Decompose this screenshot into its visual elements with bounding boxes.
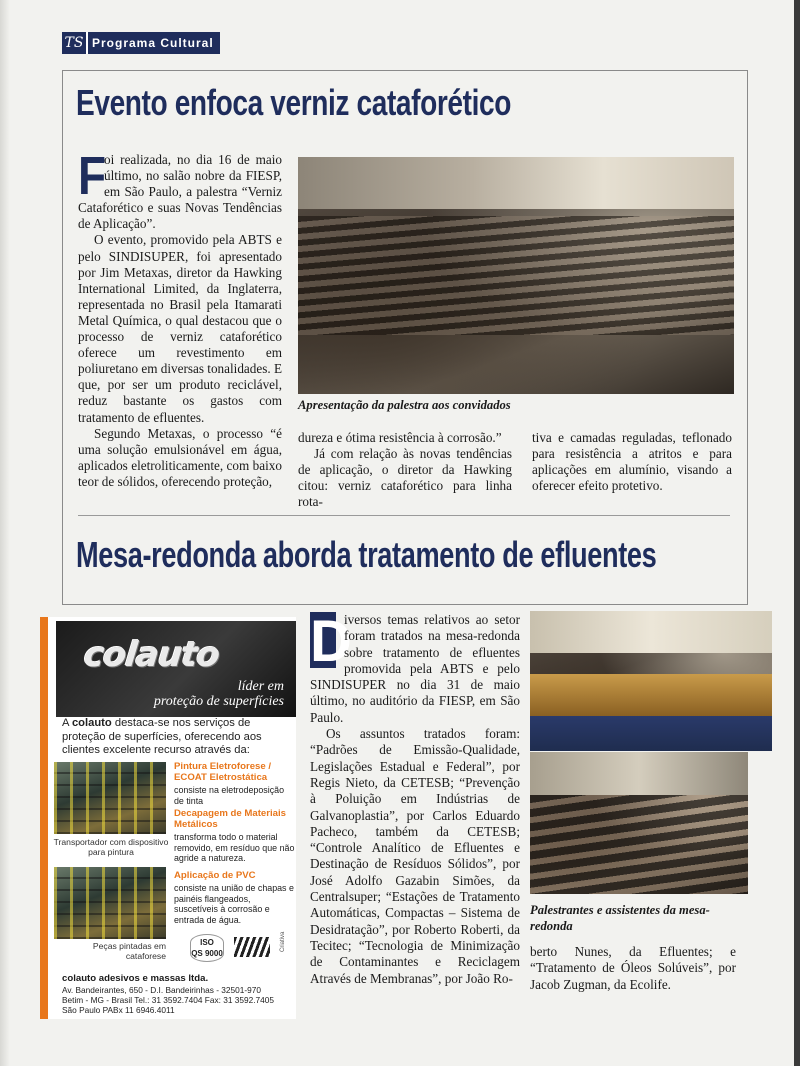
ad-service-desc: consiste na eletrodeposição de tinta: [174, 785, 285, 806]
ad-service: [174, 870, 296, 925]
article2-dropcap: D: [310, 609, 352, 674]
ad-intro-brand: colauto: [71, 717, 112, 729]
colauto-advertisement: [40, 617, 296, 1019]
ad-tagline-line: proteção de superfícies: [153, 694, 284, 709]
article1-column-2: [298, 430, 512, 510]
article1-paragraph: O evento, promovido pela ABTS e pelo SINDISUPER, foi apresentado por Jim Metaxas, diretor da Hawking International Limited, da Inglaterra, representada no Brasil pela Itamarati Metal Química, o qual destacou que o processo de verniz cataforético oferece um revestimento em poliuretano em diversas tonalidades. E que, por ser um produto reciclável, reduz bastante os gastos com tratamento de efluentes.: [78, 232, 282, 425]
ad-service-title: Decapagem de Materiais Metálicos: [174, 808, 286, 830]
agency-credit: Criativa: [280, 931, 286, 952]
iso-certification-badge: [190, 934, 224, 962]
section-divider: [78, 515, 730, 516]
article2-paragraph: berto Nunes, da Efluentes; e “Tratamento de Óleos Solúveis”, por Jacob Zugman, da Ecolife.: [530, 944, 736, 992]
article1-dropcap: F: [78, 146, 107, 206]
photo-backdrop: [298, 157, 734, 209]
audience-photo: [530, 752, 748, 894]
photo-floor: [530, 716, 772, 751]
ad-image-caption: Peças pintadas em cataforese: [92, 941, 166, 961]
ad-intro: [62, 717, 294, 758]
article1-paragraph: Segundo Metaxas, o processo “é uma solução emulsionável em água, aplicados eletroliticamente, com baixo teor de sólidos, oferecendo proteção,: [78, 425, 282, 489]
ad-address: [62, 985, 294, 1015]
iso-number: QS 9000: [191, 949, 223, 958]
article2-paragraph: Os assuntos tratados foram: “Padrões de Emissão-Qualidade, Legislações Estadual e Federal”, por Regis Nieto, da CETESB; “Prevenção à Poluição em Indústrias de Galvanoplastia”, por Carlos Eduardo Pacheco, também da CETESB; “Controle Analítico de Efluentes e Destinação de Resíduos Sólidos”, por José Adolfo Gazabin Simões, da Centralsuper; “Estações de Tratamento Automáticas, Compactas – Sistema de Desidratação”, por Roberto Roberti, da Tecitec; “Tecnologia de Minimização de Contaminantes e Reciclagem Através de Membranas”, por João Ro-: [310, 726, 520, 986]
page-binding-shadow: [0, 0, 10, 1066]
section-tag: [62, 32, 220, 54]
ts-logo: TS: [62, 32, 88, 54]
ad-tagline-line: líder em: [237, 679, 284, 694]
ad-intro-text: destaca-se nos serviços de proteção de superfícies, oferecendo aos clientes excelente recurso através da:: [62, 717, 262, 756]
conveyor-photo: [54, 762, 166, 834]
panel-table-photo: [530, 611, 772, 751]
article1-headline: Evento enfoca verniz cataforético: [76, 82, 511, 123]
article1-column-3: [532, 430, 732, 494]
ad-service: [174, 761, 296, 806]
photo-audience: [530, 795, 748, 894]
ad-company-name: colauto adesivos e massas ltda.: [62, 973, 209, 984]
ad-service-title: Pintura Eletroforese / ECOAT Eletrostática: [174, 761, 272, 783]
page-edge: [794, 0, 800, 1066]
iso-label: ISO: [200, 938, 214, 947]
certification-seal-icon: [234, 937, 270, 957]
ad-service-desc: consiste na união de chapas e painéis flangeados, suscetíveis à corrosão e entrada de água.: [174, 883, 294, 925]
ad-image-caption: Transportador com dispositivo para pintura: [53, 837, 169, 857]
photo-backdrop: [530, 752, 748, 795]
article2-column-1: [310, 609, 520, 987]
article1-column-1: [78, 146, 282, 490]
ad-service-title: Aplicação de PVC: [174, 870, 256, 881]
ad-banner: [56, 621, 296, 717]
article1-paragraph: dureza e ótima resistência à corrosão.”: [298, 430, 502, 445]
lecture-photo: [298, 157, 734, 394]
ad-tagline: [154, 679, 284, 709]
article1-paragraph: oi realizada, no dia 16 de maio último, no salão nobre da FIESP, em São Paulo, a palestra “Verniz Cataforético e suas Novas Tendências de Aplicação”.: [78, 152, 282, 232]
article2-column-2: [530, 944, 736, 993]
article2-headline: Mesa-redonda aborda tratamento de efluentes: [76, 534, 657, 575]
photo-backdrop: [530, 611, 772, 653]
article2-photo-caption: Palestrantes e assistentes da mesa-redonda: [530, 903, 710, 933]
article1-photo-caption: Apresentação da palestra aos convidados: [298, 398, 511, 412]
painted-parts-photo: [54, 867, 166, 939]
ad-address-line: Av. Bandeirantes, 650 - D.I. Bandeirinhas - 32501-970: [62, 985, 261, 995]
ad-service-desc: transforma todo o material removido, em resíduo que não agride a natureza.: [174, 832, 295, 863]
ad-address-line: São Paulo PABx 11 6946.4011: [62, 1005, 175, 1015]
ad-address-line: Betim - MG - Brasil Tel.: 31 3592.7404 Fax: 31 3592.7405: [62, 995, 274, 1005]
article2-paragraph: iversos temas relativos ao setor foram tratados na mesa-redonda sobre tratamento de efluentes promovida pela ABTS e pelo SINDISUPER no dia 31 de maio último, no auditório da FIESP, em São Paulo.: [310, 612, 520, 725]
photo-table: [530, 674, 772, 716]
article1-paragraph: tiva e camadas reguladas, teflonado para resistência a atritos e para aplicações em alumínio, visando a oferecer efeito protetivo.: [532, 430, 732, 494]
article1-paragraph: Já com relação às novas tendências de aplicação, o diretor da Hawking citou: verniz cataforético para linha rota-: [298, 446, 512, 510]
ad-service: [174, 808, 296, 864]
section-label: Programa Cultural: [88, 32, 220, 54]
photo-audience: [298, 216, 734, 335]
colauto-logo: colauto: [81, 635, 222, 675]
ad-intro-prefix: A: [62, 717, 72, 729]
